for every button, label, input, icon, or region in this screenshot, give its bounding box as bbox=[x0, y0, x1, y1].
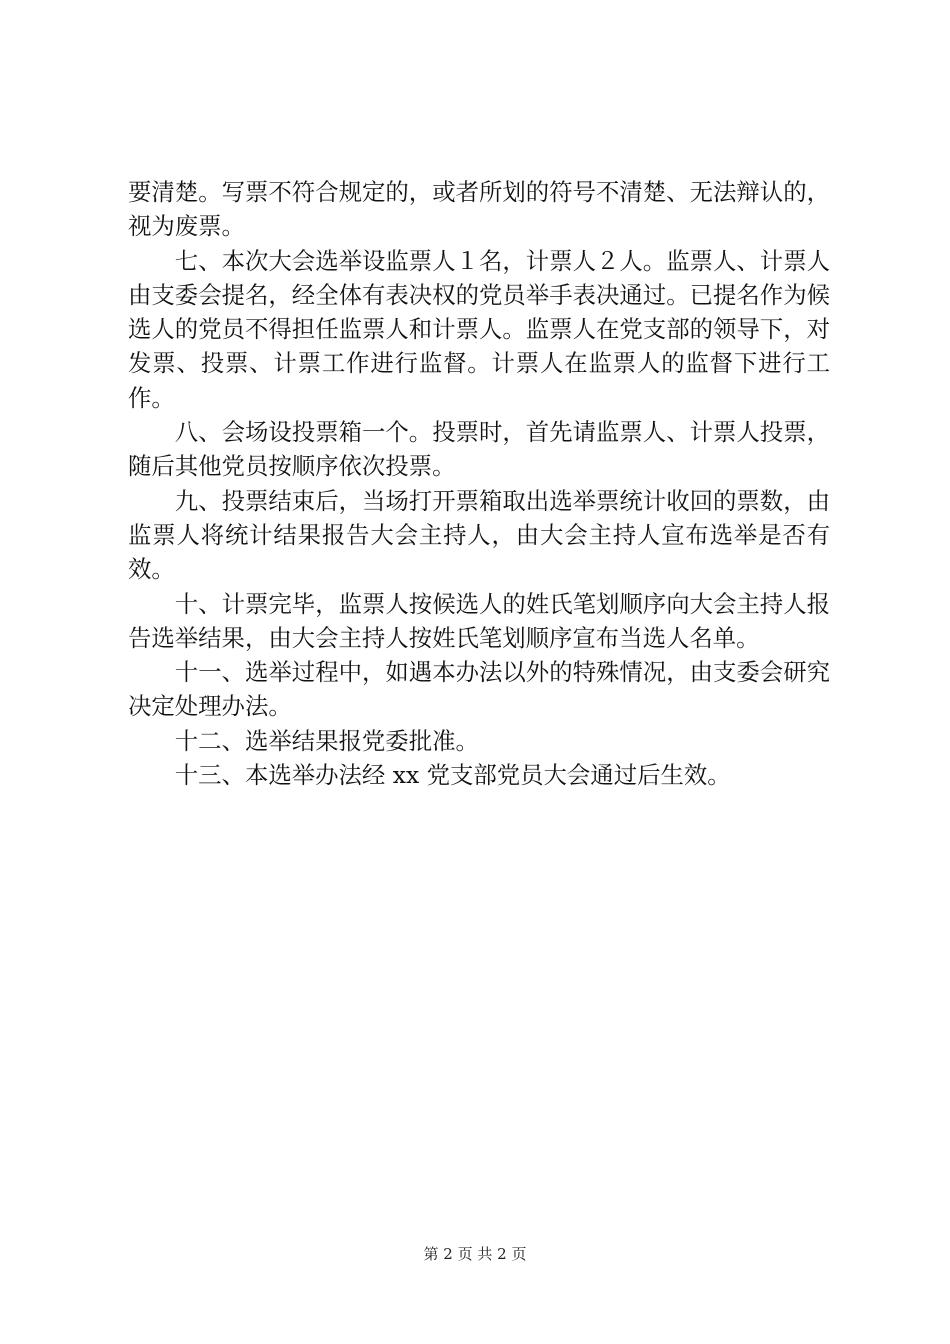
page-number-footer: 第 2 页 共 2 页 bbox=[423, 1245, 527, 1263]
paragraph-item-12: 十二、选举结果报党委批准。 bbox=[174, 726, 479, 755]
paragraph-item-7: 七、本次大会选举设监票人１名，计票人２人。监票人、计票人由支委会提名，经全体有表决权的党员举手表决通过。已提名作为候选人的党员不得担任监票人和计票人。监票人在党支部的领导下，对发票、投票、计票工作进行监督。计票人在监票人的监督下进行工作。 bbox=[128, 246, 830, 412]
paragraph-item-11: 十一、选举过程中，如遇本办法以外的特殊情况，由支委会研究决定处理办法。 bbox=[128, 658, 830, 721]
paragraph-item-8: 八、会场设投票箱一个。投票时，首先请监票人、计票人投票，随后其他党员按顺序依次投票。 bbox=[128, 418, 830, 481]
paragraph-item-13: 十三、本选举办法经 xx 党支部党员大会通过后生效。 bbox=[174, 761, 731, 790]
paragraph-item-9: 九、投票结束后，当场打开票箱取出选举票统计收回的票数，由监票人将统计结果报告大会主持人，由大会主持人宣布选举是否有效。 bbox=[128, 486, 830, 584]
paragraph-continuation: 要清楚。写票不符合规定的，或者所划的符号不清楚、无法辩认的，视为废票。 bbox=[128, 178, 830, 241]
paragraph-item-10: 十、计票完毕，监票人按候选人的姓氏笔划顺序向大会主持人报告选举结果，由大会主持人按姓氏笔划顺序宣布当选人名单。 bbox=[128, 589, 830, 652]
document-body bbox=[128, 175, 830, 792]
